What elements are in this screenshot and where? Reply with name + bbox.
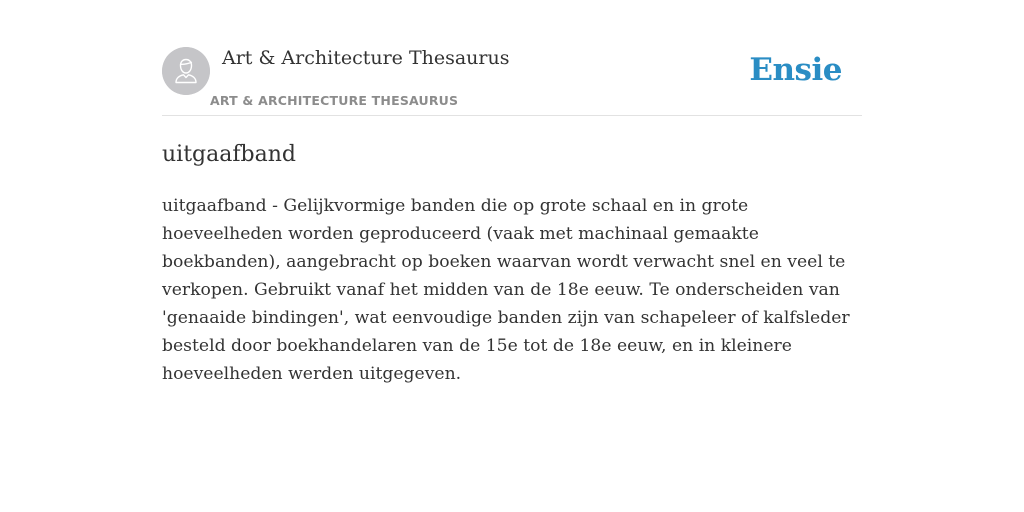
brand-logo[interactable]: Ensie — [749, 52, 842, 88]
entry-page — [162, 0, 862, 384]
source-subtitle[interactable]: ART & ARCHITECTURE THESAURUS — [210, 93, 459, 108]
source-title[interactable]: Art & Architecture Thesaurus — [222, 47, 510, 69]
entry-term: uitgaafband — [162, 142, 296, 167]
entry-definition: uitgaafband - Gelijkvormige banden die op grote schaal en in grote hoeveelheden worden geproduceerd (vaak met machinaal gemaakte boekbanden), aangebracht op boeken waarvan wordt verwacht snel en veel te verkopen. Gebruikt vanaf het midden van de 18e eeuw. Te onderscheiden van 'genaaide bindingen', wat eenvoudige banden zijn van schapeleer of kalfsleder besteld door boekhandelaren van de 15e tot de 18e eeuw, en in kleinere hoeveelheden werden uitgegeven. — [162, 196, 850, 384]
user-avatar-icon[interactable] — [162, 47, 210, 95]
entry-header — [162, 0, 862, 116]
avatar-silhouette — [162, 47, 210, 95]
